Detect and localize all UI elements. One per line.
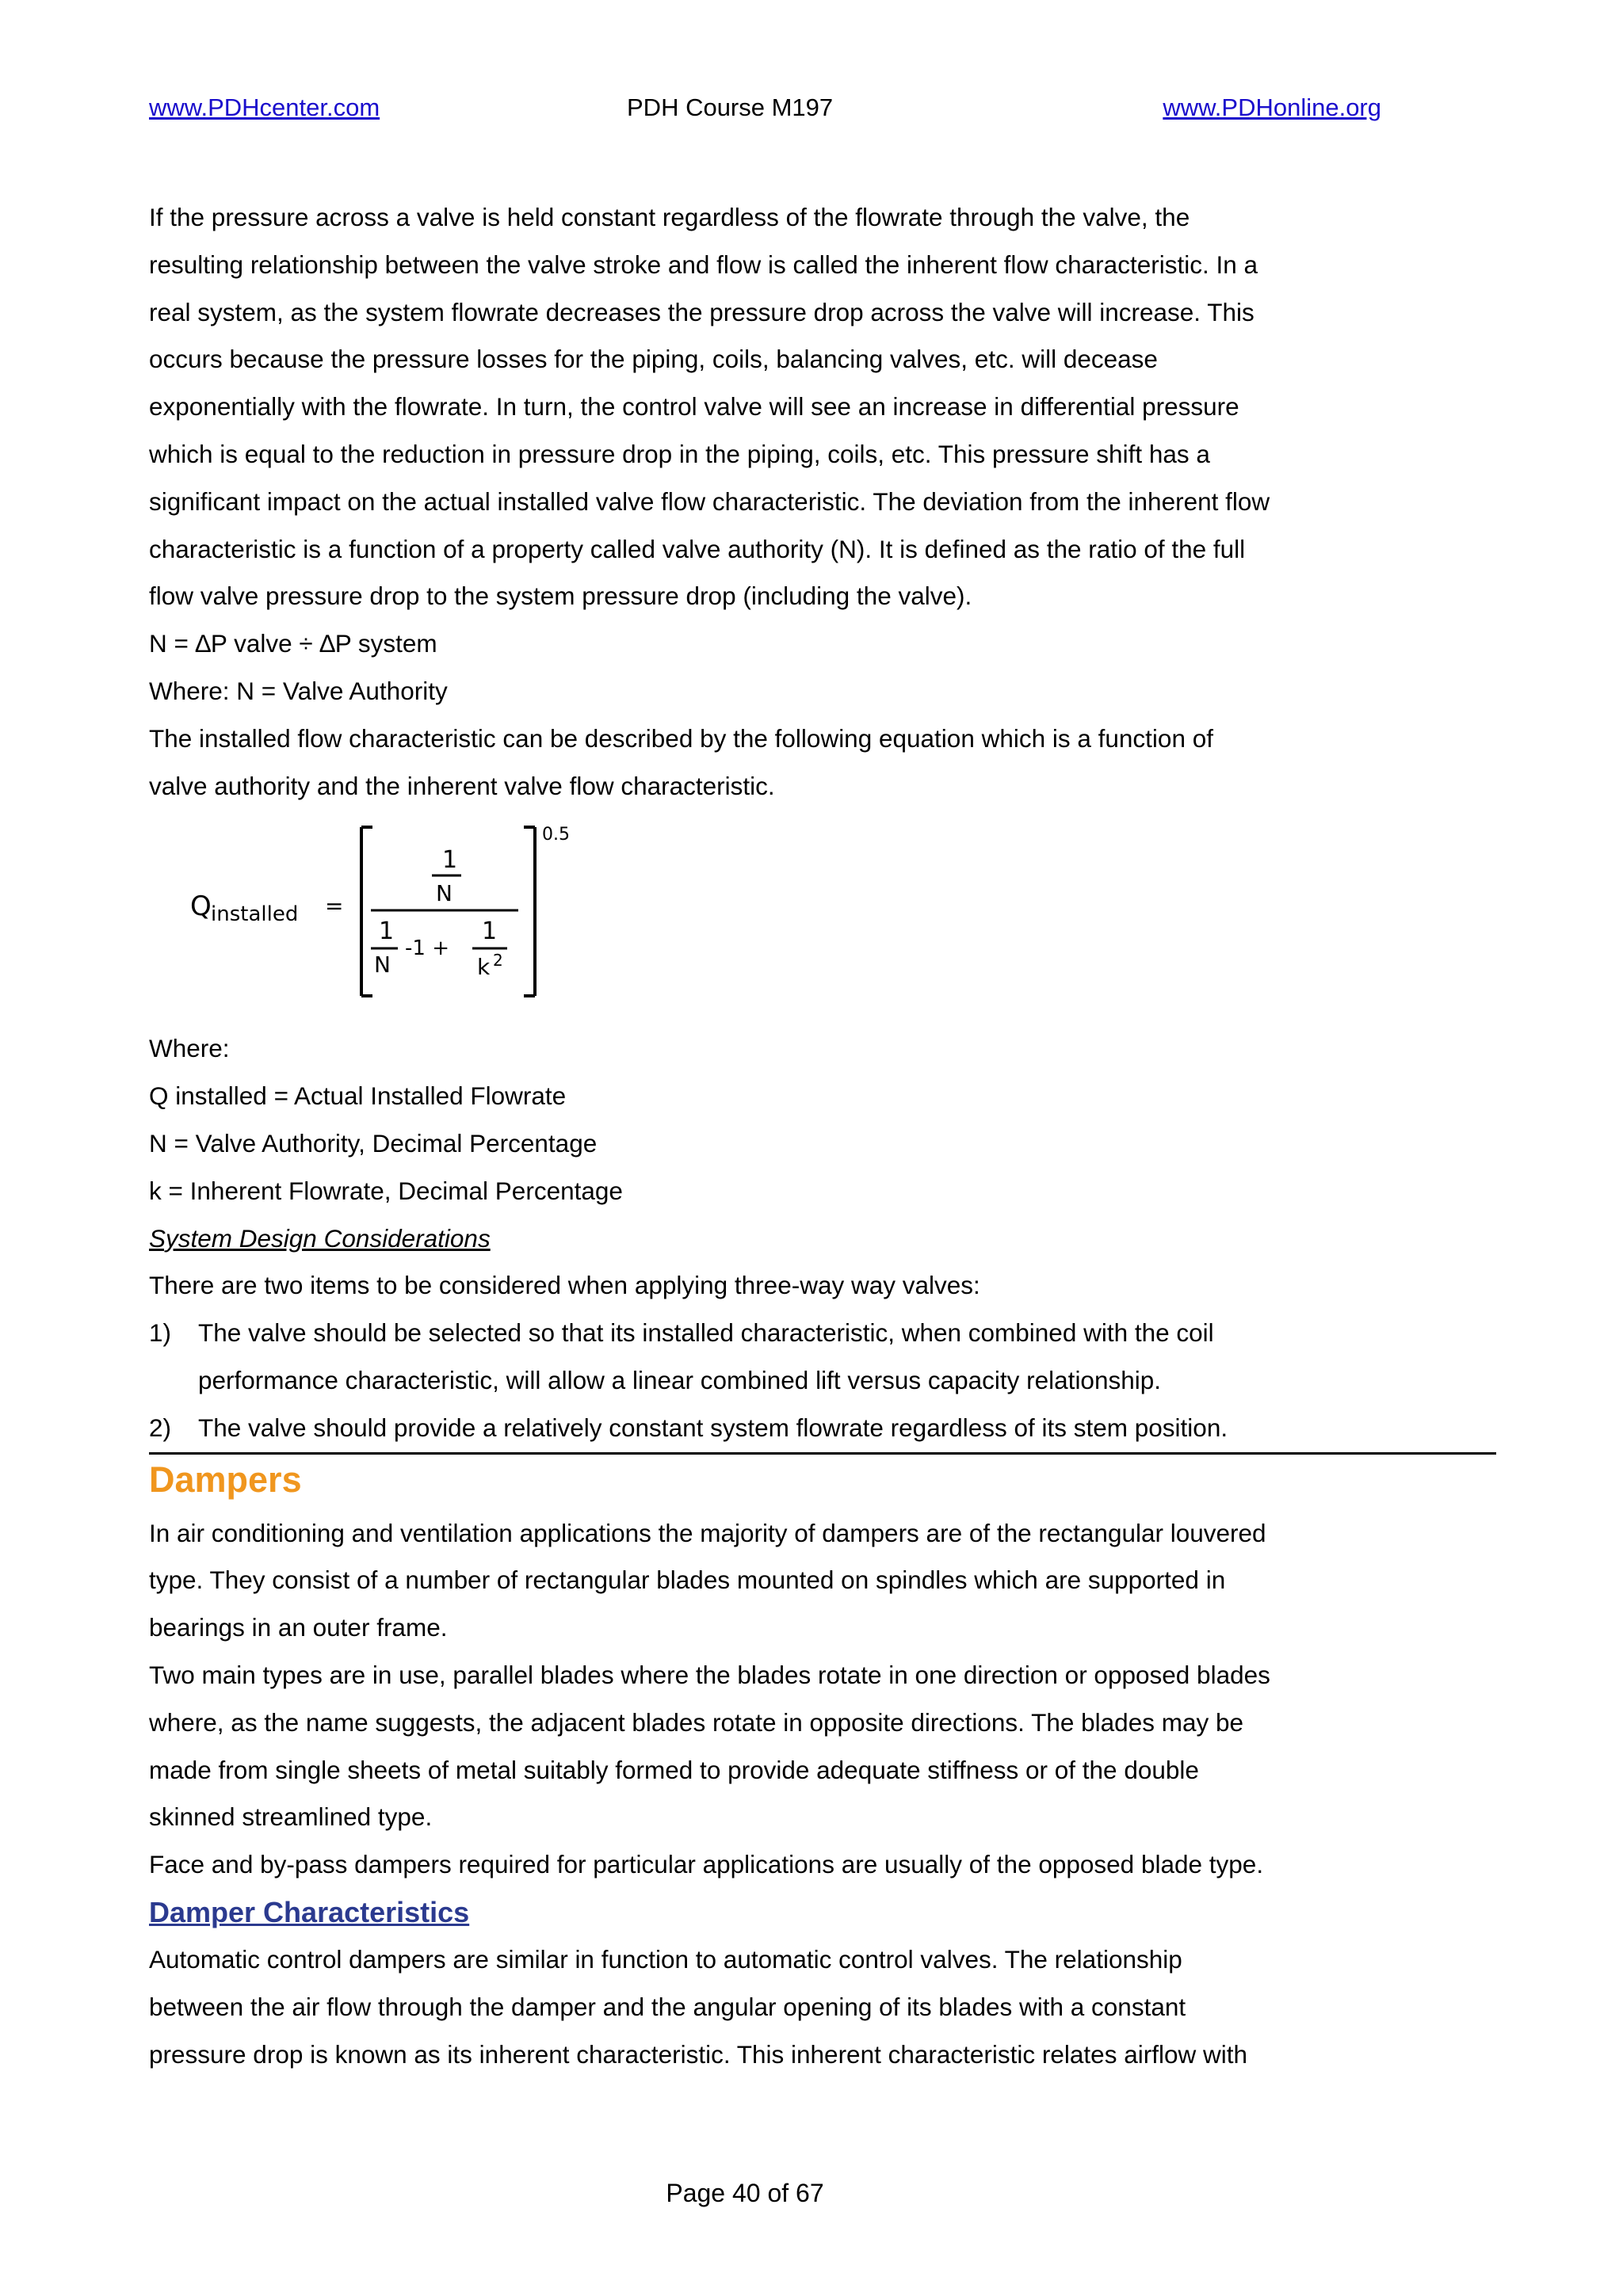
page-footer [0, 2179, 1623, 2208]
paragraph-line: made from single sheets of metal suitably formed to provide adequate stiffness or of the double [149, 1755, 1199, 1784]
formula-den-one-a: 1 [379, 917, 395, 946]
list-item [149, 1405, 1496, 1452]
paragraph-line: If the pressure across a valve is held constant regardless of the flowrate through the valve, the [149, 203, 1190, 231]
paragraph-line: resulting relationship between the valve stroke and flow is called the inherent flow characteristic. In a [149, 250, 1258, 279]
paragraph-line: Automatic control dampers are similar in function to automatic control valves. The relationship [149, 1944, 1182, 1974]
paragraph-line: Two main types are in use, parallel blades where the blades rotate in one direction or opposed blades [149, 1660, 1270, 1689]
formula-den-exp: 2 [493, 951, 503, 971]
formula-den-one-b: 1 [482, 917, 498, 946]
paragraph-line: Face and by-pass dampers required for particular applications are usually of the opposed blade type. [149, 1850, 1264, 1879]
formula-num-n: N [436, 880, 453, 907]
page-header [149, 93, 1381, 133]
paragraph-line: The installed flow characteristic can be described by the following equation which is a function of [149, 723, 1213, 753]
formula-den-k: k [477, 954, 491, 981]
paragraph-line: valve authority and the inherent valve flow characteristic. [149, 771, 775, 800]
formula-subscript: installed [211, 902, 299, 927]
list-number: 1) [149, 1318, 172, 1348]
course-title: PDH Course M197 [627, 93, 834, 121]
definition-line: Q installed = Actual Installed Flowrate [149, 1081, 567, 1111]
formula-equals: = [325, 893, 344, 920]
dampers-heading: Dampers [149, 1459, 302, 1500]
system-design-intro: There are two items to be considered when applying three-way way valves: [149, 1271, 980, 1300]
paragraph-line: pressure drop is known as its inherent characteristic. This inherent characteristic relates airflow with [149, 2039, 1247, 2069]
list-item-line: performance characteristic, will allow a linear combined lift versus capacity relationship. [198, 1365, 1162, 1394]
list-item [149, 1310, 1496, 1405]
system-design-list [149, 1310, 1496, 1451]
paragraph-line: bearings in an outer frame. [149, 1613, 448, 1642]
definition-line: N = Valve Authority, Decimal Percentage [149, 1128, 598, 1158]
paragraph-line: characteristic is a function of a property called valve authority (N). It is defined as the ratio of the full [149, 534, 1246, 563]
paragraph-line: type. They consist of a number of rectangular blades mounted on spindles which are supported in [149, 1566, 1226, 1595]
authority-where: Where: N = Valve Authority [149, 676, 448, 705]
page-number: Page 40 of 67 [666, 2179, 824, 2207]
paragraph-line: where, as the name suggests, the adjacent blades rotate in opposite directions. The blades may be [149, 1707, 1244, 1737]
list-item-line: The valve should be selected so that its installed characteristic, when combined with the coil [198, 1318, 1214, 1348]
paragraph-line: between the air flow through the damper and the angular opening of its blades with a constant [149, 1992, 1186, 2021]
definition-line: k = Inherent Flowrate, Decimal Percentage [149, 1176, 623, 1205]
formula-graphic [149, 810, 656, 1008]
paragraph-line: flow valve pressure drop to the system pressure drop (including the valve). [149, 582, 972, 611]
formula-outer-exp: 0.5 [542, 825, 570, 845]
paragraph-line: exponentially with the flowrate. In turn, the control valve will see an increase in differential pressure [149, 392, 1239, 421]
formula-num-one: 1 [442, 846, 458, 875]
pdhcenter-link[interactable]: www.PDHcenter.com [149, 93, 380, 121]
installed-flow-formula [149, 810, 656, 1008]
paragraph-line: skinned streamlined type. [149, 1802, 433, 1832]
pdhonline-link[interactable]: www.PDHonline.org [1163, 93, 1381, 121]
list-number: 2) [149, 1413, 172, 1442]
formula-den-n: N [374, 952, 391, 978]
right-bracket [524, 827, 535, 996]
formula-q: Q [190, 891, 212, 923]
paragraph-line: real system, as the system flowrate decreases the pressure drop across the valve will increase. This [149, 297, 1254, 326]
formula-den-mid: -1 + [405, 936, 449, 961]
list-item-line: The valve should provide a relatively constant system flowrate regardless of its stem position. [198, 1413, 1228, 1442]
paragraph-line: occurs because the pressure losses for the piping, coils, balancing valves, etc. will decease [149, 345, 1158, 374]
system-design-heading: System Design Considerations [149, 1223, 491, 1253]
damper-characteristics-heading: Damper Characteristics [149, 1895, 470, 1928]
paragraph-line: which is equal to the reduction in pressure drop in the piping, coils, etc. This pressure shift has a [149, 439, 1210, 468]
left-bracket [361, 827, 372, 996]
paragraph-line: In air conditioning and ventilation applications the majority of dampers are of the rectangular louvered [149, 1518, 1266, 1547]
page-content [149, 194, 1496, 2078]
paragraph-line: significant impact on the actual installed valve flow characteristic. The deviation from the inherent flow [149, 486, 1270, 516]
authority-equation: N = ∆P valve ÷ ∆P system [149, 629, 437, 658]
where-label: Where: [149, 1034, 230, 1063]
